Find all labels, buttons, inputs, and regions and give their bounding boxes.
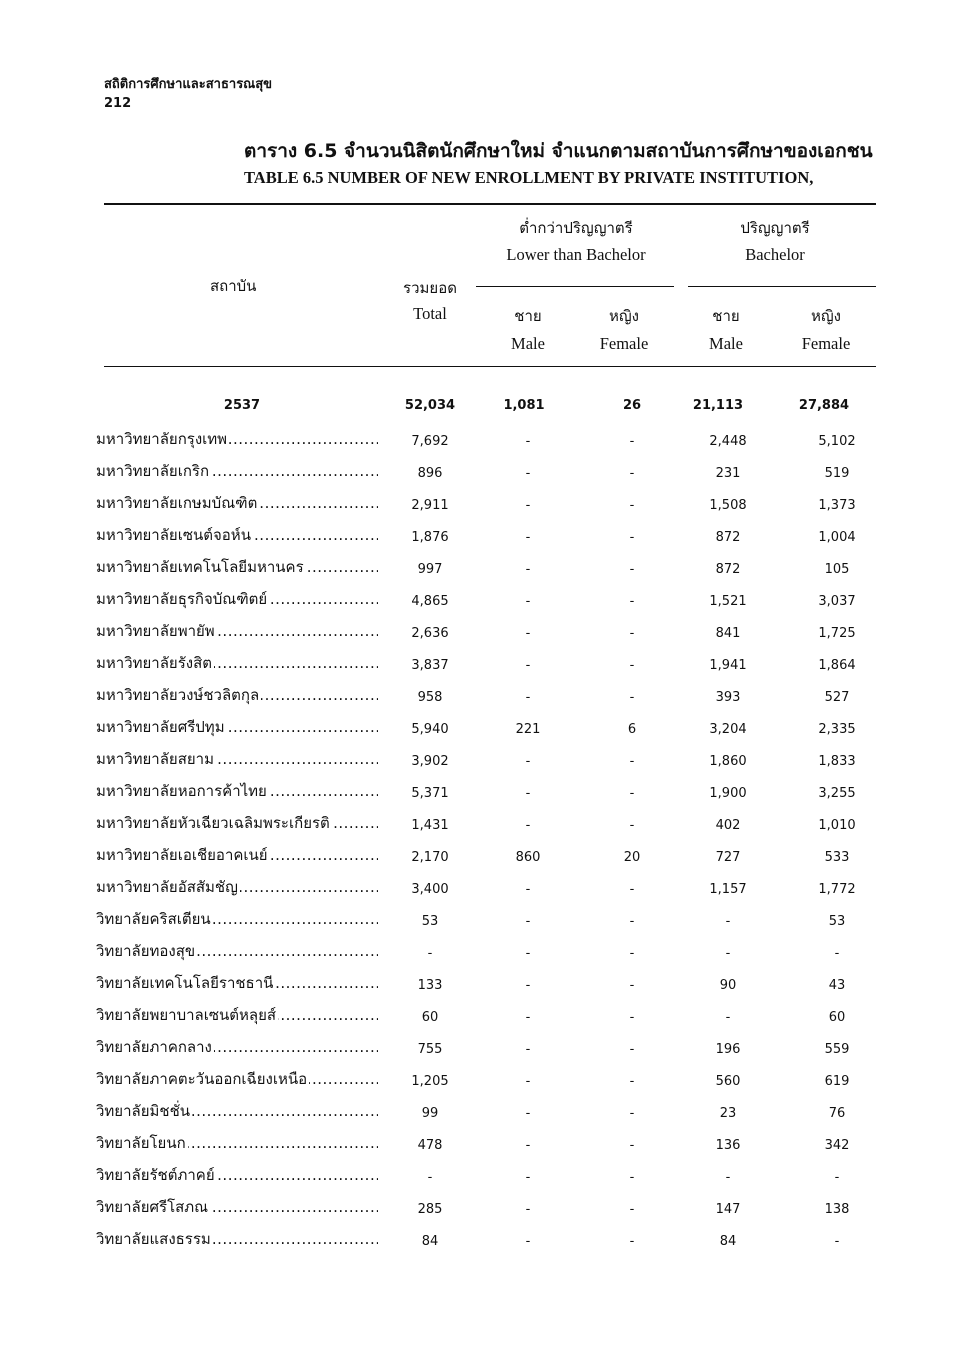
bachelor-male-cell: 1,860: [709, 754, 747, 769]
lower-male-cell: -: [525, 978, 531, 993]
header-bachelor-rule: [688, 286, 876, 287]
institution-name: [96, 1068, 378, 1090]
lower-male-cell: 221: [515, 722, 541, 737]
institution-name-text: มหาวิทยาลัยรังสิต: [96, 654, 212, 672]
total-cell: 478: [417, 1138, 443, 1153]
institution-name: [96, 684, 378, 706]
total-cell: 997: [417, 562, 443, 577]
bachelor-female-cell: -: [834, 1234, 840, 1249]
lower-male-cell: -: [525, 946, 531, 961]
lower-female-cell: -: [629, 914, 635, 929]
running-title: สถิติการศึกษาและสาธารณสุข: [104, 77, 273, 92]
lower-female-cell: -: [629, 690, 635, 705]
institution-name: [96, 1004, 378, 1026]
total-cell: 1,431: [411, 818, 449, 833]
bachelor-female-cell: 559: [824, 1042, 850, 1057]
table-row: [0, 1068, 966, 1100]
total-cell: 958: [417, 690, 443, 705]
lower-male-cell: -: [525, 1170, 531, 1185]
table-row: [0, 556, 966, 588]
institution-name-text: มหาวิทยาลัยอัสสัมชัญ: [96, 878, 238, 896]
institution-name: [96, 940, 378, 962]
bachelor-female-cell: -: [834, 946, 840, 961]
table-row: [0, 524, 966, 556]
table-row: [0, 492, 966, 524]
table-row: [0, 1132, 966, 1164]
bachelor-female-cell: -: [834, 1170, 840, 1185]
total-cell: 5,371: [411, 786, 449, 801]
institution-name-text: มหาวิทยาลัยเกริก: [96, 462, 210, 480]
total-cell: 896: [417, 466, 443, 481]
bachelor-male-cell: 393: [715, 690, 741, 705]
bachelor-male-cell: 84: [719, 1234, 737, 1249]
total-cell: 3,902: [411, 754, 449, 769]
total-cell: 2,170: [411, 850, 449, 865]
institution-name: [96, 844, 378, 866]
table-row: [0, 652, 966, 684]
bachelor-male-cell: 196: [715, 1042, 741, 1057]
bachelor-female-cell: 1,725: [818, 626, 856, 641]
table-row: [0, 940, 966, 972]
bachelor-female-cell: 5,102: [818, 434, 856, 449]
bachelor-male-cell: 1,157: [709, 882, 747, 897]
bachelor-male-cell: -: [725, 946, 731, 961]
institution-name: [96, 1100, 378, 1122]
bachelor-female-cell: 2,335: [818, 722, 856, 737]
total-cell: 755: [417, 1042, 443, 1057]
year-summary-row: [0, 398, 966, 420]
table-row: [0, 876, 966, 908]
institution-name-text: วิทยาลัยศรีโสภณ: [96, 1198, 209, 1216]
table-row: [0, 1036, 966, 1068]
institution-name-text: วิทยาลัยเทคโนโลยีราชธานี: [96, 974, 274, 992]
lower-female-cell: -: [629, 1042, 635, 1057]
bachelor-female-cell: 533: [824, 850, 850, 865]
bachelor-female-cell: 138: [824, 1202, 850, 1217]
institution-name: [96, 1132, 378, 1154]
bachelor-female-cell: 527: [824, 690, 850, 705]
lower-female-cell: -: [629, 1202, 635, 1217]
total-cell: 53: [421, 914, 439, 929]
lower-male-cell: -: [525, 754, 531, 769]
institution-name-text: มหาวิทยาลัยศรีปทุม: [96, 718, 225, 736]
lower-male-cell: -: [525, 1106, 531, 1121]
institution-name-text: มหาวิทยาลัยเซนต์จอห์น: [96, 526, 251, 544]
bachelor-male-cell: 872: [715, 530, 741, 545]
institution-name-text: มหาวิทยาลัยหอการค้าไทย: [96, 782, 267, 800]
header-bachelor-female-thai: หญิง: [811, 307, 841, 325]
total-cell: 7,692: [411, 434, 449, 449]
year-lower-female: 26: [622, 398, 642, 413]
year-bachelor-male: 21,113: [692, 398, 744, 413]
bachelor-female-cell: 1,772: [818, 882, 856, 897]
lower-female-cell: -: [629, 1106, 635, 1121]
institution-name-text: มหาวิทยาลัยพายัพ: [96, 622, 215, 640]
lower-male-cell: -: [525, 882, 531, 897]
header-total-thai: รวมยอด: [403, 279, 457, 297]
bachelor-male-cell: 2,448: [709, 434, 747, 449]
bachelor-female-cell: 519: [824, 466, 850, 481]
lower-female-cell: -: [629, 946, 635, 961]
lower-male-cell: -: [525, 1010, 531, 1025]
institution-name-text: มหาวิทยาลัยเกษมบัณฑิต: [96, 494, 258, 512]
lower-female-cell: -: [629, 498, 635, 513]
total-cell: 1,205: [411, 1074, 449, 1089]
year-label: 2537: [223, 398, 261, 413]
institution-name-text: วิทยาลัยทองสุข: [96, 942, 196, 960]
institution-name-text: มหาวิทยาลัยหัวเฉียวเฉลิมพระเกียรติ: [96, 814, 330, 832]
header-lower-english: Lower than Bachelor: [506, 245, 646, 264]
table-row: [0, 1164, 966, 1196]
lower-male-cell: -: [525, 498, 531, 513]
total-cell: 4,865: [411, 594, 449, 609]
table-row: [0, 1196, 966, 1228]
lower-male-cell: -: [525, 562, 531, 577]
header-lower-thai: ต่ำกว่าปริญญาตรี: [519, 219, 633, 237]
institution-name: [96, 1228, 378, 1250]
lower-female-cell: -: [629, 530, 635, 545]
lower-male-cell: -: [525, 626, 531, 641]
institution-name-text: วิทยาลัยภาคตะวันออกเฉียงเหนือ: [96, 1070, 308, 1088]
bachelor-female-cell: 76: [828, 1106, 846, 1121]
total-cell: 84: [421, 1234, 439, 1249]
bachelor-male-cell: -: [725, 1010, 731, 1025]
bachelor-male-cell: 402: [715, 818, 741, 833]
bachelor-male-cell: 147: [715, 1202, 741, 1217]
table-row: [0, 972, 966, 1004]
year-total: 52,034: [404, 398, 456, 413]
institution-name: [96, 876, 378, 898]
page-number: 212: [104, 96, 132, 111]
institution-name-text: วิทยาลัยคริสเตียน: [96, 910, 211, 928]
total-cell: 1,876: [411, 530, 449, 545]
institution-name: [96, 460, 378, 482]
header-bachelor-female-english: Female: [801, 334, 851, 353]
table-row: [0, 780, 966, 812]
bachelor-female-cell: 3,037: [818, 594, 856, 609]
bachelor-male-cell: 1,941: [709, 658, 747, 673]
institution-name-text: มหาวิทยาลัยเอเชียอาคเนย์: [96, 846, 268, 864]
lower-female-cell: -: [629, 594, 635, 609]
total-cell: 133: [417, 978, 443, 993]
year-lower-male: 1,081: [503, 398, 545, 413]
institution-name-text: วิทยาลัยพยาบาลเซนต์หลุยส์: [96, 1006, 277, 1024]
lower-female-cell: -: [629, 466, 635, 481]
table-row: [0, 812, 966, 844]
institution-name-text: มหาวิทยาลัยเทคโนโลยีมหานคร: [96, 558, 304, 576]
institution-name-text: มหาวิทยาลัยสยาม: [96, 750, 214, 768]
bachelor-male-cell: 23: [719, 1106, 737, 1121]
bachelor-female-cell: 53: [828, 914, 846, 929]
bachelor-female-cell: 1,833: [818, 754, 856, 769]
bachelor-female-cell: 43: [828, 978, 846, 993]
bachelor-male-cell: 1,521: [709, 594, 747, 609]
header-lower-rule: [476, 286, 674, 287]
lower-female-cell: -: [629, 1074, 635, 1089]
lower-female-cell: -: [629, 1234, 635, 1249]
bachelor-female-cell: 342: [824, 1138, 850, 1153]
institution-name: [96, 780, 378, 802]
bachelor-male-cell: 727: [715, 850, 741, 865]
institution-name: [96, 1196, 378, 1218]
lower-male-cell: -: [525, 658, 531, 673]
total-cell: 285: [417, 1202, 443, 1217]
bachelor-male-cell: 3,204: [709, 722, 747, 737]
bachelor-female-cell: 3,255: [818, 786, 856, 801]
bachelor-male-cell: 1,508: [709, 498, 747, 513]
lower-male-cell: 860: [515, 850, 541, 865]
institution-name-text: มหาวิทยาลัยวงษ์ชวลิตกุล: [96, 686, 260, 704]
institution-name: [96, 428, 378, 450]
total-cell: -: [427, 946, 433, 961]
institution-name: [96, 1164, 378, 1186]
total-cell: 3,400: [411, 882, 449, 897]
header-bachelor-male-english: Male: [709, 334, 743, 353]
lower-female-cell: 6: [627, 722, 637, 737]
institution-name: [96, 556, 378, 578]
header-lower-female-thai: หญิง: [609, 307, 639, 325]
institution-name-text: วิทยาลัยภาคกลาง: [96, 1038, 212, 1056]
table-row: [0, 844, 966, 876]
total-cell: 3,837: [411, 658, 449, 673]
institution-name: [96, 716, 378, 738]
lower-female-cell: -: [629, 882, 635, 897]
bachelor-male-cell: 231: [715, 466, 741, 481]
institution-name-text: วิทยาลัยโยนก: [96, 1134, 186, 1152]
total-cell: 99: [421, 1106, 439, 1121]
total-cell: -: [427, 1170, 433, 1185]
year-bachelor-female: 27,884: [798, 398, 850, 413]
table-row: [0, 1228, 966, 1260]
header-bachelor-thai: ปริญญาตรี: [740, 219, 810, 237]
lower-male-cell: -: [525, 1202, 531, 1217]
institution-name: [96, 524, 378, 546]
table-row: [0, 588, 966, 620]
bachelor-male-cell: -: [725, 1170, 731, 1185]
bachelor-female-cell: 619: [824, 1074, 850, 1089]
lower-female-cell: -: [629, 1010, 635, 1025]
header-bachelor-english: Bachelor: [745, 245, 805, 264]
table-row: [0, 1004, 966, 1036]
header-institution: สถาบัน: [210, 277, 257, 295]
header-bottom-rule: [104, 366, 876, 367]
table-title-thai: ตาราง 6.5 จำนวนนิสิตนักศึกษาใหม่ จำแนกตามสถาบันการศึกษาของเอกชน: [244, 140, 873, 162]
bachelor-male-cell: 841: [715, 626, 741, 641]
bachelor-male-cell: -: [725, 914, 731, 929]
lower-female-cell: -: [629, 754, 635, 769]
lower-male-cell: -: [525, 466, 531, 481]
table-row: [0, 1100, 966, 1132]
bachelor-female-cell: 1,010: [818, 818, 856, 833]
header-lower-female-english: Female: [599, 334, 649, 353]
total-cell: 60: [421, 1010, 439, 1025]
lower-female-cell: -: [629, 1138, 635, 1153]
lower-female-cell: -: [629, 1170, 635, 1185]
lower-female-cell: -: [629, 562, 635, 577]
lower-female-cell: -: [629, 786, 635, 801]
bachelor-male-cell: 872: [715, 562, 741, 577]
lower-female-cell: 20: [623, 850, 641, 865]
bachelor-female-cell: 1,864: [818, 658, 856, 673]
lower-male-cell: -: [525, 594, 531, 609]
institution-name: [96, 748, 378, 770]
bachelor-male-cell: 1,900: [709, 786, 747, 801]
table-row: [0, 908, 966, 940]
bachelor-female-cell: 60: [828, 1010, 846, 1025]
bachelor-female-cell: 105: [824, 562, 850, 577]
lower-female-cell: -: [629, 434, 635, 449]
header-lower-male-english: Male: [511, 334, 545, 353]
institution-name: [96, 972, 378, 994]
bachelor-male-cell: 560: [715, 1074, 741, 1089]
bachelor-female-cell: 1,373: [818, 498, 856, 513]
institution-name-text: มหาวิทยาลัยธุรกิจบัณฑิตย์: [96, 590, 268, 608]
institution-name: [96, 908, 378, 930]
bachelor-female-cell: 1,004: [818, 530, 856, 545]
lower-male-cell: -: [525, 914, 531, 929]
institution-name-text: วิทยาลัยมิชชั่น: [96, 1102, 191, 1120]
institution-name-text: วิทยาลัยแสงธรรม: [96, 1230, 211, 1248]
lower-male-cell: -: [525, 1074, 531, 1089]
lower-male-cell: -: [525, 1138, 531, 1153]
institution-name: [96, 620, 378, 642]
institution-name-text: มหาวิทยาลัยกรุงเทพ: [96, 430, 228, 448]
lower-male-cell: -: [525, 1042, 531, 1057]
top-rule: [104, 203, 876, 205]
bachelor-male-cell: 136: [715, 1138, 741, 1153]
lower-female-cell: -: [629, 978, 635, 993]
institution-name: [96, 492, 378, 514]
institution-name: [96, 812, 378, 834]
lower-male-cell: -: [525, 530, 531, 545]
total-cell: 5,940: [411, 722, 449, 737]
lower-male-cell: -: [525, 690, 531, 705]
lower-male-cell: -: [525, 818, 531, 833]
institution-name-text: วิทยาลัยรัชต์ภาคย์: [96, 1166, 215, 1184]
table-row: [0, 684, 966, 716]
institution-name: [96, 588, 378, 610]
total-cell: 2,911: [411, 498, 449, 513]
table-title-english: TABLE 6.5 NUMBER OF NEW ENROLLMENT BY PRIVATE INSTITUTION,: [244, 168, 814, 187]
institution-name: [96, 1036, 378, 1058]
header-lower-male-thai: ชาย: [514, 307, 542, 325]
lower-male-cell: -: [525, 1234, 531, 1249]
header-bachelor-male-thai: ชาย: [712, 307, 740, 325]
lower-male-cell: -: [525, 786, 531, 801]
lower-female-cell: -: [629, 658, 635, 673]
bachelor-male-cell: 90: [719, 978, 737, 993]
lower-male-cell: -: [525, 434, 531, 449]
lower-female-cell: -: [629, 818, 635, 833]
header-total-english: Total: [413, 304, 447, 323]
table-row: [0, 460, 966, 492]
total-cell: 2,636: [411, 626, 449, 641]
lower-female-cell: -: [629, 626, 635, 641]
table-row: [0, 428, 966, 460]
table-row: [0, 620, 966, 652]
table-row: [0, 748, 966, 780]
institution-name: [96, 652, 378, 674]
table-row: [0, 716, 966, 748]
